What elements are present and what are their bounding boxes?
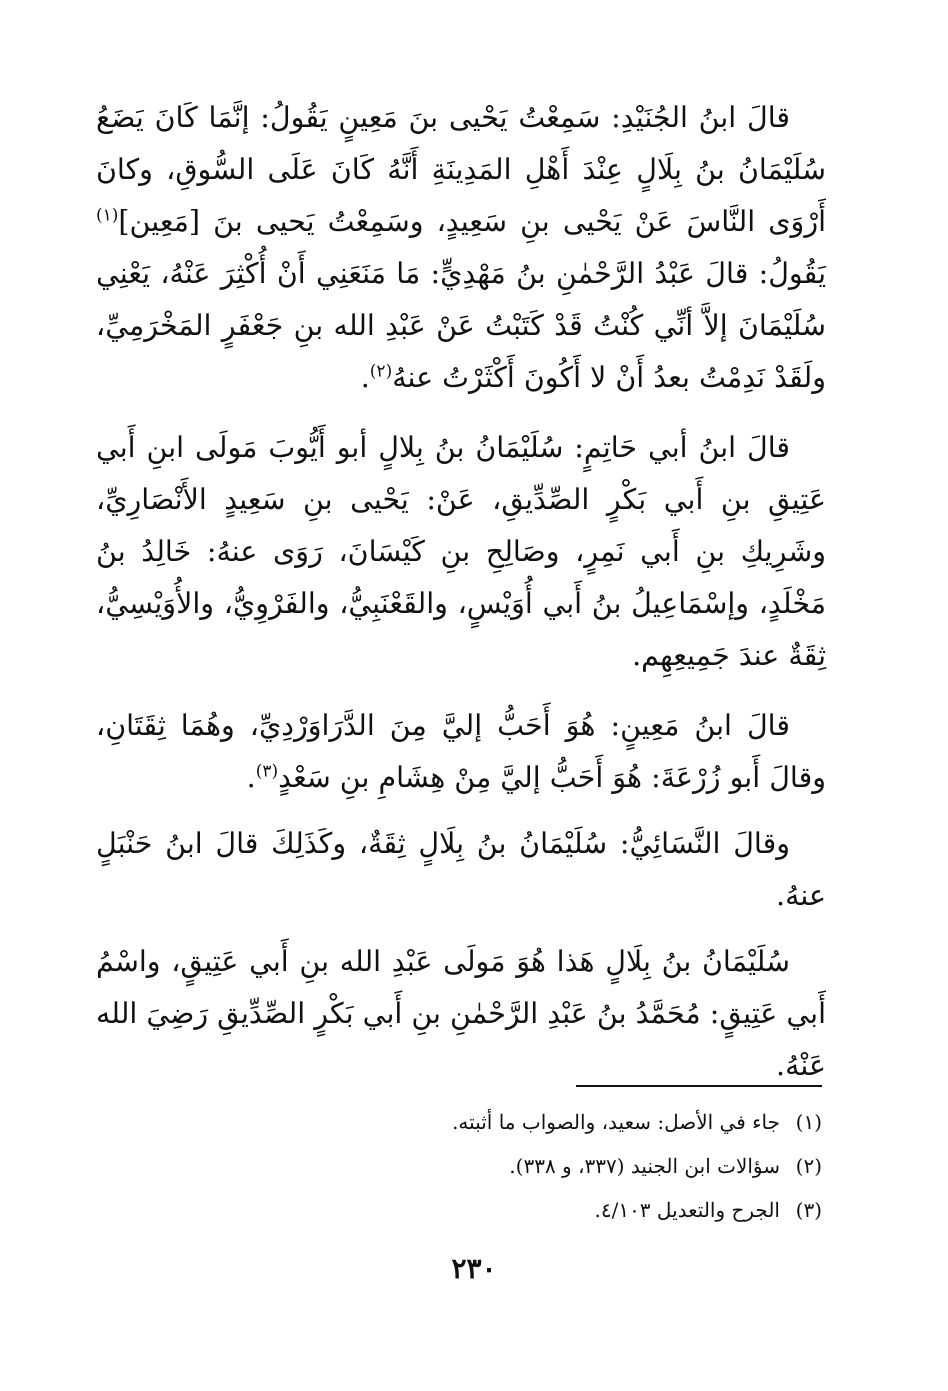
paragraph-2-text: قالَ ابنُ أبي حَاتِمٍ: سُلَيْمَانُ بنُ بِلالٍ أبو أَيُّوبَ مَولَى ابنِ أَبي عَتِيقِ بنِ أَبي بَكْرٍ الصِّدِّيقِ، عَنْ: يَحْيى بنِ سَعِيدٍ الأَنْصَارِيِّ، وشَرِيكِ بنِ أَبي نَمِرٍ، وصَالِحِ بنِ كَيْسَانَ، رَوَى عنهُ: خَالِدُ بنُ مَخْلَدٍ، وإسْمَاعِيلُ بنُ أَبي أُوَيْسٍ، والقَعْنَبِيُّ، والفَرْوِيُّ، والأُوَيْسِيُّ، ثِقَةٌ عندَ جَمِيعِهِم.	[96, 431, 826, 672]
footnote-1-text: جاء في الأصل: سعيد، والصواب ما أثبته.	[452, 1110, 780, 1134]
footnote-1-number: (١)	[795, 1110, 822, 1134]
paragraph-4	[96, 818, 826, 922]
paragraph-1	[96, 92, 826, 404]
footnote-2-number: (٢)	[795, 1154, 822, 1178]
paragraph-3-text: قالَ ابنُ مَعِينٍ: هُوَ أَحَبُّ إليَّ مِنَ الدَّرَاوَرْدِيِّ، وهُمَا ثِقَتَانِ، وقالَ أَبو زُرْعَةَ: هُوَ أَحَبُّ إليَّ مِنْ هِشَامِ بنِ سَعْدٍ	[96, 709, 826, 794]
paragraph-1-text-b: يَقُولُ: قالَ عَبْدُ الرَّحْمٰنِ بنُ مَهْدِيٍّ: مَا مَنَعَنِي أَنْ أُكْثِرَ عَنْهُ، يَعْنِي سُلَيْمَانَ إلاَّ أنِّي كُنْتُ قَدْ كَتَبْتُ عَنْ عَبْدِ الله بنِ جَعْفَرٍ المَخْرَمِيِّ، ولَقَدْ نَدِمْتُ بعدُ أَنْ لا أَكُونَ أَكْثَرْتُ عنهُ	[96, 257, 826, 394]
paragraph-3	[96, 700, 826, 804]
footnotes	[122, 1100, 822, 1232]
footnote-ref-2: (٢)	[369, 361, 393, 382]
footnote-1	[122, 1100, 822, 1144]
paragraph-2	[96, 422, 826, 682]
footnote-3-number: (٣)	[795, 1198, 822, 1222]
footnote-divider	[576, 1085, 822, 1087]
footnote-3	[122, 1188, 822, 1232]
page-number: ٢٣٠	[451, 1252, 497, 1285]
paragraph-4-text: وقالَ النَّسَائِيُّ: سُلَيْمَانُ بنُ بِلَالٍ ثِقَةٌ، وكَذَلِكَ قالَ ابنُ حَنْبَلٍ عنهُ.	[96, 827, 826, 912]
paragraph-5	[96, 936, 826, 1092]
footnote-3-text: الجرح والتعديل ٤/١٠٣.	[594, 1198, 780, 1222]
footnote-2	[122, 1144, 822, 1188]
footnote-2-text: سؤالات ابن الجنيد (٣٣٧، و ٣٣٨).	[509, 1154, 780, 1178]
paragraph-5-text: سُلَيْمَانُ بنُ بِلَالٍ هَذا هُوَ مَولَى عَبْدِ الله بنِ أَبي عَتِيقٍ، واسْمُ أَبي عَتِيقٍ: مُحَمَّدُ بنُ عَبْدِ الرَّحْمٰنِ بنِ أَبي بَكْرٍ الصِّدِّيقِ رَضِيَ الله عَنْهُ.	[96, 945, 826, 1082]
main-text	[96, 92, 826, 1110]
footnote-ref-1: (١)	[96, 205, 119, 226]
paragraph-3-end: .	[246, 761, 256, 794]
paragraph-1-text-a: قالَ ابنُ الجُنَيْدِ: سَمِعْتُ يَحْيى بنَ مَعِينٍ يَقُولُ: إنَّمَا كَانَ يَضَعُ سُلَيْمَانُ بنُ بِلَالٍ عِنْدَ أَهْلِ المَدِينَةِ أَنَّهُ كَانَ عَلَى السُّوقِ، وكانَ أَرْوَى النَّاسَ عَنْ يَحْيى بنِ سَعِيدٍ، وسَمِعْتُ يَحيى بنَ [مَعِين]	[96, 101, 826, 238]
paragraph-1-end: .	[360, 361, 370, 394]
footnote-ref-3: (٣)	[255, 761, 279, 782]
